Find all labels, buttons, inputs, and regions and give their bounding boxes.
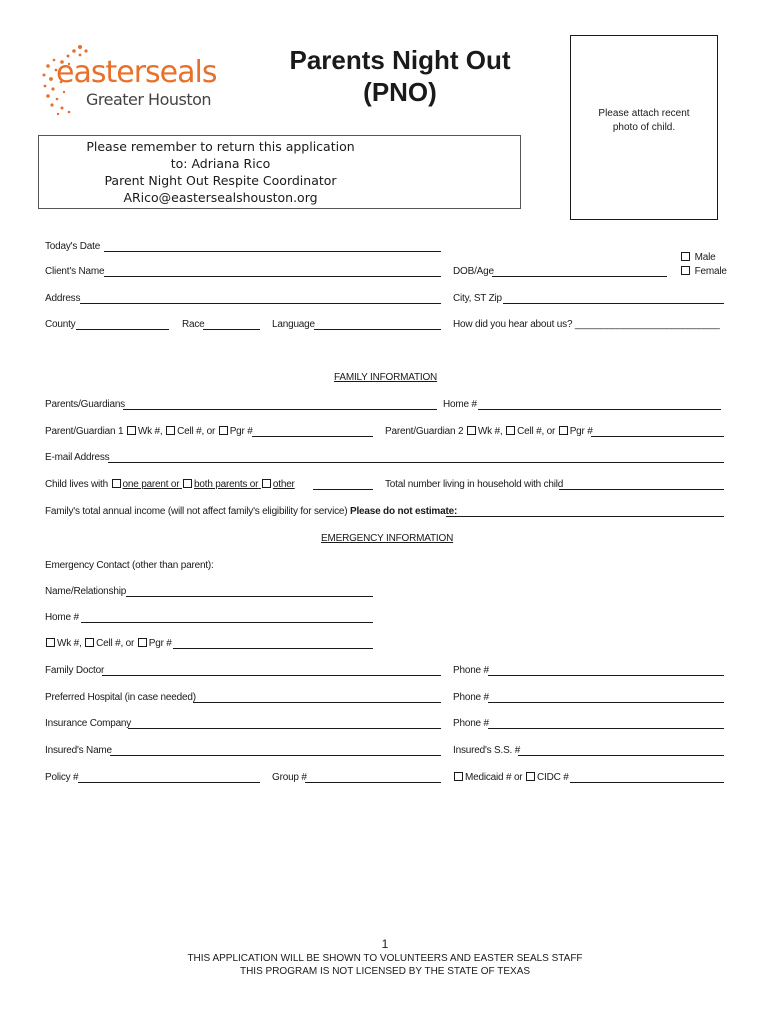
address-field[interactable] <box>80 303 441 304</box>
cidc-checkbox[interactable] <box>526 772 535 781</box>
family-doctor-label: Family Doctor <box>45 665 105 676</box>
other-field[interactable] <box>313 489 373 490</box>
other-label: other <box>272 479 295 490</box>
pg1-cell-label: Cell #, or <box>177 426 216 437</box>
parent-guardian-1-row <box>45 426 253 438</box>
pg2-cell-label: Cell #, or <box>517 426 556 437</box>
pg1-pgr-label: Pgr # <box>229 426 253 437</box>
emergency-info-heading: EMERGENCY INFORMATION <box>321 533 454 544</box>
race-label: Race <box>182 319 205 330</box>
medicaid-row <box>453 772 569 784</box>
title-line-1: Parents Night Out <box>289 45 511 75</box>
hospital-phone-field[interactable] <box>488 702 724 703</box>
language-label: Language <box>272 319 315 330</box>
parent-guardian-2-row <box>385 426 593 438</box>
insurance-phone-field[interactable] <box>488 728 724 729</box>
emergency-cell-label: Cell #, or <box>96 638 135 649</box>
photo-instruction-1: Please attach recent <box>598 108 690 119</box>
total-living-field[interactable] <box>559 489 724 490</box>
photo-instruction-2: photo of child. <box>612 122 676 133</box>
hospital-phone-label: Phone # <box>453 692 489 703</box>
female-option[interactable] <box>680 266 727 278</box>
pg1-wk-label: Wk #, <box>137 426 163 437</box>
insurance-field[interactable] <box>128 728 441 729</box>
client-name-label: Client's Name <box>45 266 105 277</box>
emergency-phone-field[interactable] <box>173 648 373 649</box>
policy-field[interactable] <box>78 782 260 783</box>
pg2-label: Parent/Guardian 2 <box>385 426 464 437</box>
heard-about-label[interactable]: How did you hear about us? ___________________________ <box>453 319 720 330</box>
parents-guardians-label: Parents/Guardians <box>45 399 125 410</box>
emergency-cell-checkbox[interactable] <box>85 638 94 647</box>
todays-date-field[interactable] <box>104 251 441 252</box>
group-label: Group # <box>272 772 307 783</box>
cidc-label: CIDC # <box>537 772 569 783</box>
female-label: Female <box>694 266 727 277</box>
dob-age-field[interactable] <box>492 276 667 277</box>
insured-ss-label: Insured's S.S. # <box>453 745 521 756</box>
title-line-2: (PNO) <box>363 77 437 107</box>
medicaid-checkbox[interactable] <box>454 772 463 781</box>
both-parents-checkbox[interactable] <box>183 479 192 488</box>
pg1-label: Parent/Guardian 1 <box>45 426 124 437</box>
one-parent-checkbox[interactable] <box>112 479 121 488</box>
parents-guardians-field[interactable] <box>123 409 437 410</box>
emergency-wk-label: Wk #, <box>57 638 82 649</box>
emergency-phone-type-row <box>45 638 172 650</box>
hospital-field[interactable] <box>193 702 441 703</box>
pg2-wk-checkbox[interactable] <box>467 426 476 435</box>
emergency-contact-label: Emergency Contact (other than parent): <box>45 560 214 571</box>
county-label: County <box>45 319 76 330</box>
pg1-cell-checkbox[interactable] <box>166 426 175 435</box>
total-living-label: Total number living in household with child <box>385 479 564 490</box>
reminder-line-3: Parent Night Out Respite Coordinator <box>104 173 337 188</box>
both-parents-label: both parents or <box>194 479 259 490</box>
county-field[interactable] <box>76 329 169 330</box>
family-doctor-field[interactable] <box>102 675 441 676</box>
emergency-home-label: Home # <box>45 612 79 623</box>
pg1-pgr-checkbox[interactable] <box>219 426 228 435</box>
male-checkbox[interactable] <box>681 252 690 261</box>
name-relationship-label: Name/Relationship <box>45 586 127 597</box>
reminder-box <box>38 135 521 209</box>
emergency-pgr-checkbox[interactable] <box>138 638 147 647</box>
male-option[interactable] <box>680 252 715 264</box>
income-row <box>45 506 457 518</box>
family-info-heading: FAMILY INFORMATION <box>334 372 438 383</box>
pg2-pgr-label: Pgr # <box>569 426 593 437</box>
footer-line-2: THIS PROGRAM IS NOT LICENSED BY THE STATE OF TEXAS <box>239 966 531 977</box>
email-field[interactable] <box>108 462 724 463</box>
income-bold-label: Please do not estimate: <box>349 506 458 517</box>
page-number: 1 <box>381 937 389 951</box>
email-label: E-mail Address <box>45 452 110 463</box>
other-checkbox[interactable] <box>262 479 271 488</box>
income-field[interactable] <box>446 516 724 517</box>
emergency-pgr-label: Pgr # <box>148 638 172 649</box>
logo-brand: easterseals <box>56 55 217 90</box>
pg2-pgr-checkbox[interactable] <box>559 426 568 435</box>
female-checkbox[interactable] <box>681 266 690 275</box>
doctor-phone-label: Phone # <box>453 665 489 676</box>
pg1-wk-checkbox[interactable] <box>127 426 136 435</box>
page-title <box>270 44 530 108</box>
photo-box[interactable] <box>570 35 718 220</box>
insurance-label: Insurance Company <box>45 718 132 729</box>
reminder-email: ARico@eastersealshouston.org <box>123 190 318 205</box>
city-zip-field[interactable] <box>503 303 724 304</box>
city-zip-label: City, ST Zip <box>453 293 502 304</box>
home-phone-label: Home # <box>443 399 477 410</box>
insured-name-label: Insured's Name <box>45 745 112 756</box>
insured-ss-field[interactable] <box>518 755 724 756</box>
emergency-home-field[interactable] <box>81 622 373 623</box>
insurance-phone-label: Phone # <box>453 718 489 729</box>
pg2-wk-label: Wk #, <box>477 426 503 437</box>
child-lives-row <box>45 479 295 491</box>
reminder-line-2: to: Adriana Rico <box>170 156 271 171</box>
reminder-line-1: Please remember to return this application <box>86 139 355 154</box>
emergency-wk-checkbox[interactable] <box>46 638 55 647</box>
pg2-phone-field[interactable] <box>591 436 724 437</box>
hospital-label: Preferred Hospital (in case needed) <box>45 692 196 703</box>
footer-line-1: THIS APPLICATION WILL BE SHOWN TO VOLUNTEERS AND EASTER SEALS STAFF <box>187 953 583 964</box>
dob-age-label: DOB/Age <box>453 266 494 277</box>
name-relationship-field[interactable] <box>126 596 373 597</box>
pg1-phone-field[interactable] <box>252 436 373 437</box>
logo-subtitle: Greater Houston <box>86 90 212 109</box>
home-phone-field[interactable] <box>478 409 721 410</box>
one-parent-label: one parent or <box>122 479 180 490</box>
todays-date-label: Today's Date <box>45 241 101 252</box>
doctor-phone-field[interactable] <box>488 675 724 676</box>
easterseals-logo <box>40 42 240 117</box>
language-field[interactable] <box>314 329 441 330</box>
male-label: Male <box>694 252 716 263</box>
race-field[interactable] <box>203 329 260 330</box>
address-label: Address <box>45 293 81 304</box>
medicaid-cidc-field[interactable] <box>570 782 724 783</box>
medicaid-label: Medicaid # or <box>465 772 523 783</box>
pg2-cell-checkbox[interactable] <box>506 426 515 435</box>
group-field[interactable] <box>305 782 441 783</box>
policy-label: Policy # <box>45 772 79 783</box>
insured-name-field[interactable] <box>110 755 441 756</box>
child-lives-label: Child lives with <box>45 479 108 490</box>
income-label: Family's total annual income (will not affect family's eligibility for service) <box>45 506 348 517</box>
client-name-field[interactable] <box>104 276 441 277</box>
